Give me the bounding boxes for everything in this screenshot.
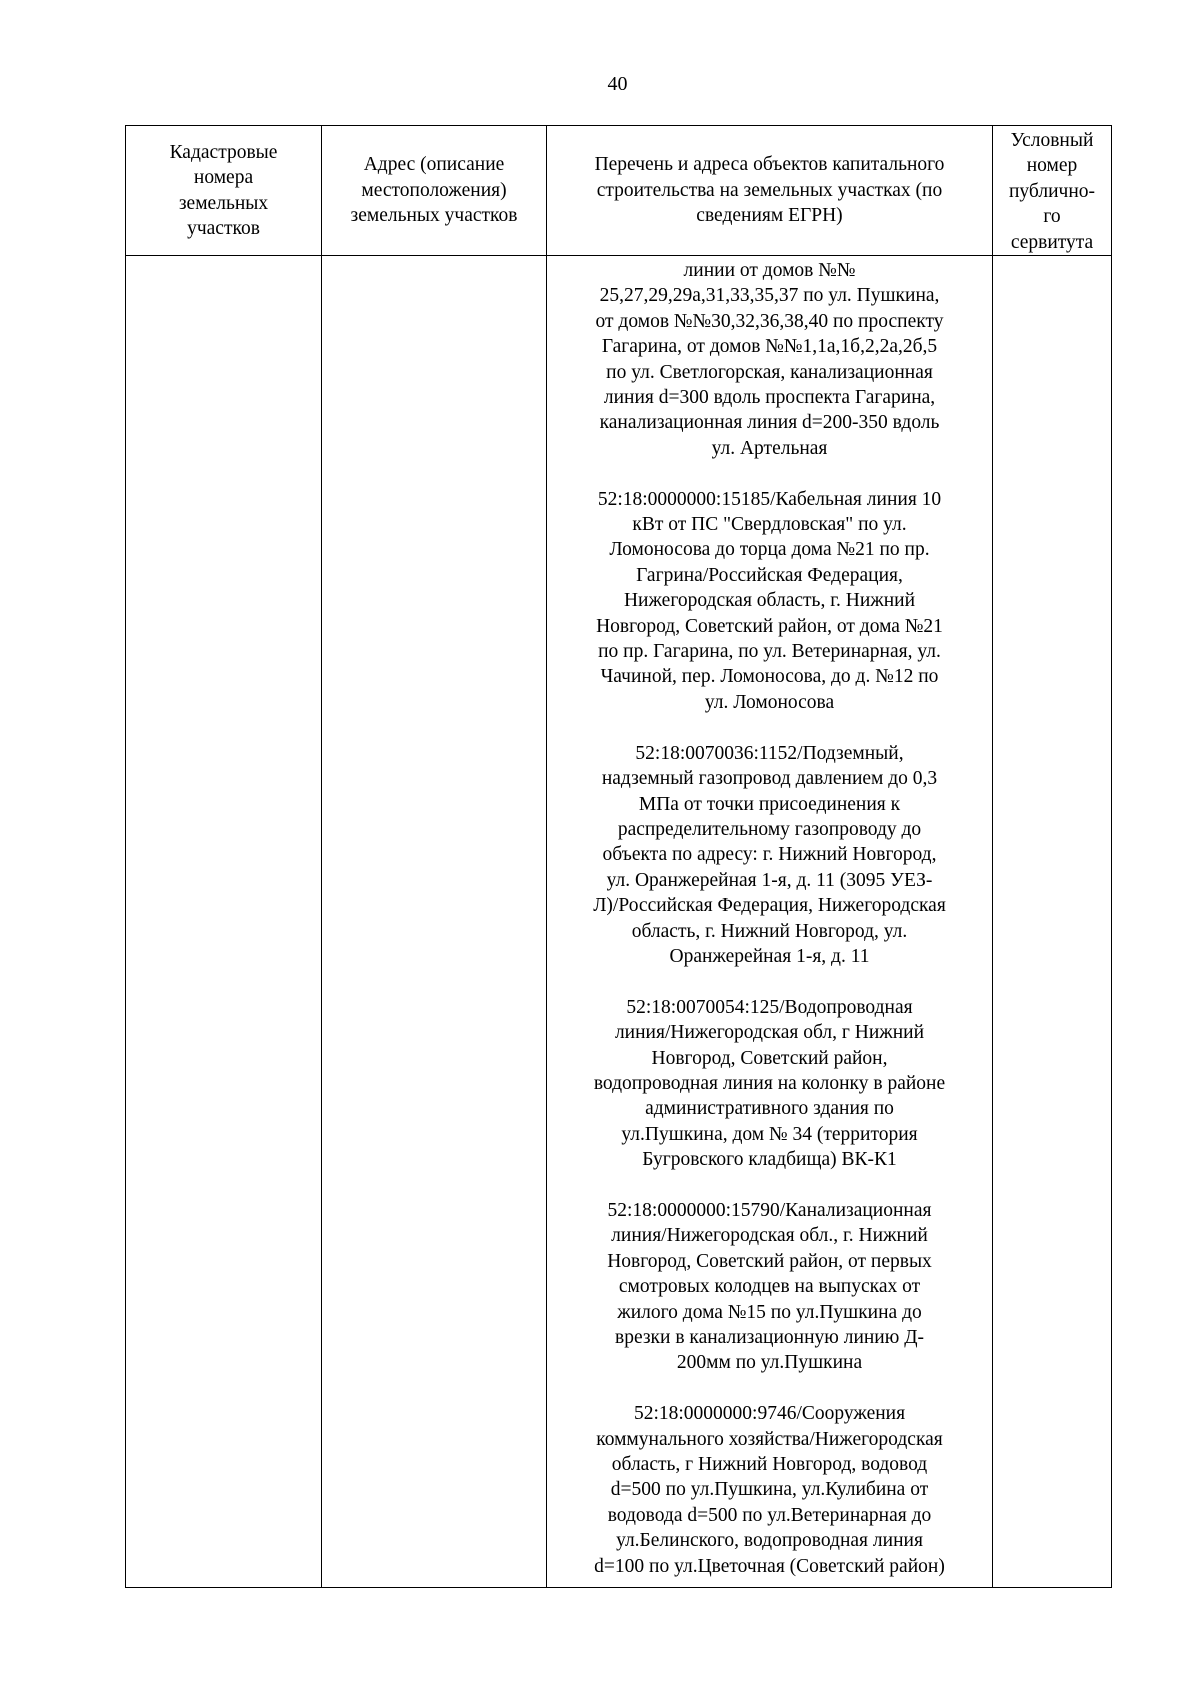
object-entry-line: Оранжерейная 1-я, д. 11 xyxy=(669,945,870,967)
object-entry-line: линия/Нижегородская обл, г Нижний xyxy=(614,1022,925,1044)
object-entry-line: Новгород, Советский район, от первых xyxy=(607,1250,932,1272)
object-entry-line: Л)/Российская Федерация, Нижегородская xyxy=(593,895,946,917)
object-entry-line: d=100 по ул.Цветочная (Советский район) xyxy=(594,1555,945,1577)
object-entry-line: Чачиной, пер. Ломоносова, до д. №12 по xyxy=(600,666,939,688)
cell-address xyxy=(322,256,547,1588)
object-entry-line: 52:18:0000000:15790/Канализационная xyxy=(607,1199,932,1221)
object-entry-line: жилого дома №15 по ул.Пушкина до xyxy=(617,1301,922,1323)
object-entry-line: линия d=300 вдоль проспекта Гагарина, xyxy=(603,387,936,409)
object-entry xyxy=(557,995,982,1173)
object-entry-line: смотровых колодцев на выпусках от xyxy=(618,1276,921,1298)
object-entry-line: МПа от точки присоединения к xyxy=(638,793,901,815)
object-entry-line: 52:18:0070054:125/Водопроводная xyxy=(626,996,913,1018)
object-entry-line: область, г Нижний Новгород, водовод xyxy=(611,1454,928,1476)
header-address xyxy=(322,126,547,256)
header-line: Перечень и адреса объектов капитального xyxy=(594,154,945,176)
object-entry-line: область, г. Нижний Новгород, ул. xyxy=(631,920,908,942)
object-entry xyxy=(557,1401,982,1579)
header-servitude-number xyxy=(993,126,1112,256)
object-entry-line: от домов №№30,32,36,38,40 по проспекту xyxy=(595,310,944,332)
object-entry xyxy=(557,1198,982,1376)
object-entry-line: распределительному газопроводу до xyxy=(617,818,922,840)
object-entry-line: водопроводная линия на колонку в районе xyxy=(593,1072,946,1094)
object-entry-line: объекта по адресу: г. Нижний Новгород, xyxy=(602,844,937,866)
object-entry xyxy=(557,487,982,716)
object-entry-line: линия/Нижегородская обл., г. Нижний xyxy=(611,1225,928,1247)
object-entry-line: 52:18:0000000:9746/Сооружения xyxy=(633,1403,906,1425)
table-row xyxy=(126,256,1112,1588)
object-entry-line: Гагарина, от домов №№1,1а,1б,2,2а,2б,5 xyxy=(601,336,938,358)
header-line: сервитута xyxy=(1010,231,1094,253)
header-line: участков xyxy=(187,217,260,239)
object-entry-line: коммунального хозяйства/Нижегородская xyxy=(596,1428,943,1450)
header-line: строительства на земельных участках (по xyxy=(596,179,943,201)
object-entry-line: ул. Ломоносова xyxy=(704,691,835,713)
object-entry xyxy=(557,258,982,461)
header-line: Условный xyxy=(1010,129,1094,151)
header-line: публично- xyxy=(1008,180,1096,202)
cell-servitude-number xyxy=(993,256,1112,1588)
header-line: земельных xyxy=(178,192,269,214)
object-entry-line: Ломоносова до торца дома №21 по пр. xyxy=(609,539,930,561)
object-entry-line: Новгород, Советский район, от дома №21 xyxy=(596,615,943,637)
object-entry-line: канализационная линия d=200-350 вдоль xyxy=(599,412,940,434)
object-entry-line: 200мм по ул.Пушкина xyxy=(676,1352,863,1374)
object-entry-line: Бугровского кладбища) ВК-К1 xyxy=(642,1149,897,1171)
object-entry-line: ул. Артельная xyxy=(711,437,828,459)
object-entry-line: d=500 по ул.Пушкина, ул.Кулибина от xyxy=(610,1479,929,1501)
cell-objects-list xyxy=(547,256,993,1588)
header-objects-list xyxy=(547,126,993,256)
object-entry-line: по пр. Гагарина, по ул. Ветеринарная, ул. xyxy=(598,641,941,663)
header-line: номер xyxy=(1026,155,1078,177)
object-entry-line: Нижегородская область, г. Нижний xyxy=(623,590,916,612)
header-line: номера xyxy=(193,167,254,189)
objects-list xyxy=(547,256,992,1579)
object-entry xyxy=(557,741,982,970)
object-entry-line: 52:18:0070036:1152/Подземный, xyxy=(635,742,904,764)
header-line: местоположения) xyxy=(361,179,507,201)
object-entry-line: линии от домов №№ xyxy=(683,260,856,281)
object-entry-line: административного здания по xyxy=(645,1098,894,1120)
object-entry-line: Новгород, Советский район, xyxy=(651,1047,888,1069)
object-entry-line: 52:18:0000000:15185/Кабельная линия 10 xyxy=(597,488,942,510)
header-line: сведениям ЕГРН) xyxy=(696,205,843,227)
page-number: 40 xyxy=(607,73,628,95)
object-entry-line: кВт от ПС "Свердловская" по ул. xyxy=(632,514,907,536)
header-line: земельных участков xyxy=(350,205,518,227)
header-line: го xyxy=(1043,206,1061,228)
header-cadastral-numbers xyxy=(126,126,322,256)
servitude-objects-table xyxy=(125,125,1112,1588)
object-entry-line: 25,27,29,29а,31,33,35,37 по ул. Пушкина, xyxy=(599,285,940,307)
object-entry-line: ул.Пушкина, дом № 34 (территория xyxy=(621,1123,918,1145)
object-entry-line: ул.Белинского, водопроводная линия xyxy=(616,1530,923,1552)
object-entry-line: надземный газопровод давлением до 0,3 xyxy=(601,768,938,790)
object-entry-line: по ул. Светлогорская, канализационная xyxy=(606,361,933,383)
object-entry-line: Гагрина/Российская Федерация, xyxy=(636,564,903,586)
header-line: Адрес (описание xyxy=(363,154,505,176)
header-line: Кадастровые xyxy=(169,141,278,163)
object-entry-line: водовода d=500 по ул.Ветеринарная до xyxy=(607,1504,932,1526)
table-header-row xyxy=(126,126,1112,256)
object-entry-line: врезки в канализационную линию Д- xyxy=(614,1327,924,1348)
object-entry-line: ул. Оранжерейная 1-я, д. 11 (3095 УЕЗ- xyxy=(606,869,933,891)
cell-cadastral-numbers xyxy=(126,256,322,1588)
